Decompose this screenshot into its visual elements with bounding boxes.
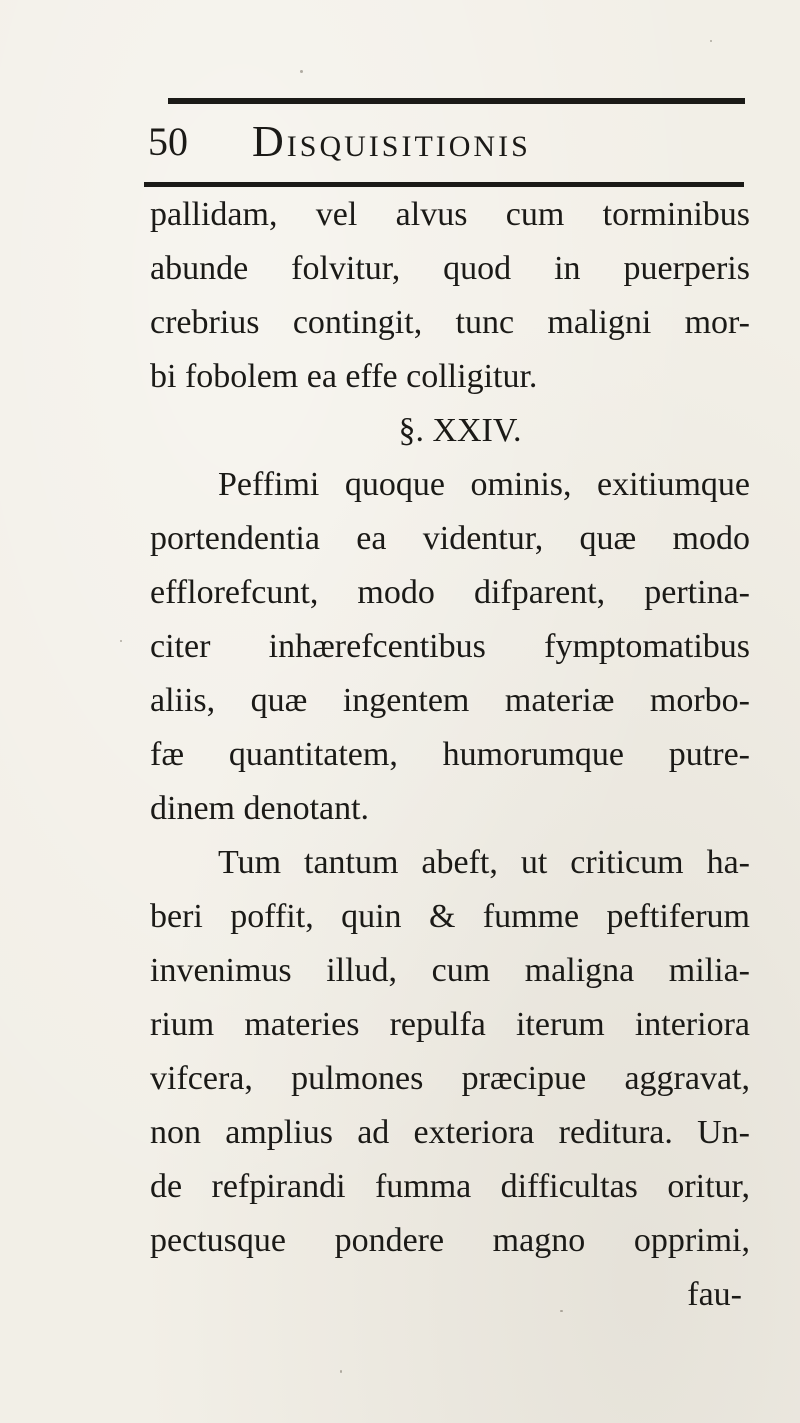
header-rule-bottom: [144, 182, 744, 187]
text-line: vifcera, pulmones præcipue aggravat,: [150, 1060, 750, 1097]
text-line: citer inhærefcentibus fymptomatibus: [150, 628, 750, 665]
body-text: [150, 188, 750, 1322]
page-number: 50: [148, 119, 188, 164]
text-line: invenimus illud, cum maligna milia-: [150, 952, 750, 989]
text-line: rium materies repulfa iterum interiora: [150, 1006, 750, 1043]
header-rule-top: [168, 98, 745, 104]
section-heading: §. XXIV.: [398, 412, 522, 449]
text-line: crebrius contingit, tunc maligni mor-: [150, 304, 750, 341]
text-line: dinem denotant.: [150, 790, 370, 827]
text-line: aliis, quæ ingentem materiæ morbo-: [150, 682, 750, 719]
running-head: [252, 118, 531, 171]
text-line: Tum tantum abeft, ut criticum ha-: [218, 844, 750, 881]
text-line: Peffimi quoque ominis, exitiumque: [218, 466, 750, 503]
text-line: portendentia ea videntur, quæ modo: [150, 520, 750, 557]
text-line: abunde folvitur, quod in puerperis: [150, 250, 750, 287]
text-line: pallidam, vel alvus cum torminibus: [150, 196, 750, 233]
running-head-initial: D: [252, 117, 287, 166]
text-line: fæ quantitatem, humorumque putre-: [150, 736, 750, 773]
catchword: fau-: [687, 1276, 742, 1313]
text-line: efflorefcunt, modo difparent, pertina-: [150, 574, 750, 611]
text-line: bi fobolem ea effe colligitur.: [150, 358, 538, 395]
text-line: de refpirandi fumma difficultas oritur,: [150, 1168, 750, 1205]
running-head-rest: ISQUISITIONIS: [286, 130, 531, 163]
text-line: non amplius ad exteriora reditura. Un-: [150, 1114, 750, 1151]
text-line: pectusque pondere magno opprimi,: [150, 1222, 750, 1259]
text-line: beri poffit, quin & fumme peftiferum: [150, 898, 750, 935]
